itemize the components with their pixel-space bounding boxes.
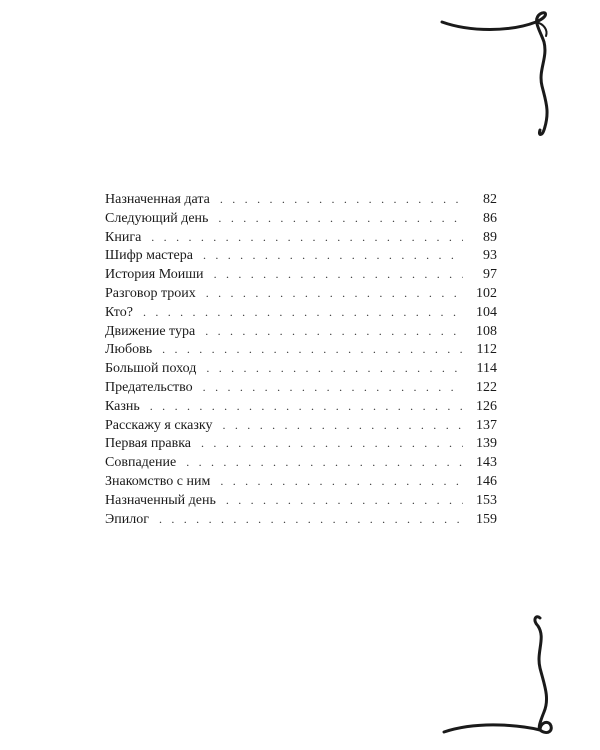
toc-entry-page-number: 126 [476, 398, 497, 414]
toc-entry-page-number: 102 [476, 285, 497, 301]
toc-dot-leader [143, 303, 463, 322]
toc-entry-page-number: 146 [476, 473, 497, 489]
toc-entry [105, 453, 497, 472]
toc-entry-page-number: 97 [483, 267, 497, 283]
bottom-flourish-ornament [440, 612, 560, 742]
toc-entry-page-number: 143 [476, 455, 497, 471]
toc-entry [105, 284, 497, 303]
toc-entry-title: Казнь [105, 398, 140, 414]
toc-entry [105, 303, 497, 322]
toc-entry-page-number: 86 [483, 210, 497, 226]
toc-entry-page-number: 93 [483, 248, 497, 264]
toc-entry [105, 510, 497, 529]
toc-dot-leader [220, 190, 463, 209]
toc-entry-title: Назначенная дата [105, 192, 210, 207]
toc-dot-leader [206, 284, 463, 303]
toc-entry [105, 378, 497, 397]
toc-entry-title: Разговор троих [105, 285, 196, 301]
toc-entry-title: Книга [105, 229, 142, 245]
toc-entry [105, 228, 497, 247]
toc-entry [105, 472, 497, 491]
toc-entry-title: Эпилог [105, 511, 149, 527]
top-flourish-ornament [440, 8, 560, 138]
toc-entry-title: Назначенный день [105, 492, 216, 508]
toc-entry-page-number: 122 [476, 379, 497, 395]
toc-dot-leader [203, 246, 463, 265]
toc-dot-leader [205, 322, 463, 341]
toc-dot-leader [218, 209, 463, 228]
toc-entry-page-number: 104 [476, 304, 497, 320]
toc-entry-page-number: 89 [483, 229, 497, 245]
toc-entry-title: История Моиши [105, 267, 204, 283]
toc-entry-page-number: 114 [476, 361, 497, 377]
toc-entry [105, 209, 497, 228]
toc-entry-title: Совпадение [105, 455, 177, 471]
toc-entry [105, 359, 497, 378]
toc-entry [105, 322, 497, 341]
toc-entry-page-number: 82 [483, 192, 497, 207]
toc-entry-title: Большой поход [105, 361, 197, 377]
toc-dot-leader [220, 472, 463, 491]
toc-dot-leader [206, 359, 463, 378]
toc-entry [105, 491, 497, 510]
toc-entry [105, 246, 497, 265]
toc-entry-title: Движение тура [105, 323, 196, 339]
toc-entry-title: Кто? [105, 304, 133, 320]
toc-entry-title: Следующий день [105, 210, 209, 226]
toc-entry-title: Первая правка [105, 436, 192, 452]
toc-entry [105, 397, 497, 416]
toc-entry-page-number: 112 [476, 342, 497, 358]
toc-entry-page-number: 137 [476, 417, 497, 433]
toc-entry-title: Знакомство с ним [105, 473, 211, 489]
toc-dot-leader [223, 416, 464, 435]
toc-dot-leader [214, 265, 463, 284]
toc-entry-title: Любовь [105, 342, 153, 358]
toc-entry-page-number: 139 [476, 436, 497, 452]
toc-entry-title: Предательство [105, 379, 193, 395]
toc-dot-leader [150, 397, 463, 416]
toc-entry [105, 340, 497, 359]
toc-dot-leader [203, 378, 463, 397]
toc-entry-page-number: 108 [476, 323, 497, 339]
toc-dot-leader [201, 434, 463, 453]
table-of-contents [105, 190, 497, 528]
toc-entry-title: Шифр мастера [105, 248, 193, 264]
toc-entry-page-number: 153 [476, 492, 497, 508]
toc-dot-leader [162, 340, 463, 359]
toc-entry [105, 434, 497, 453]
toc-dot-leader [151, 228, 463, 247]
toc-entry-page-number: 159 [476, 511, 497, 527]
toc-dot-leader [186, 453, 463, 472]
toc-dot-leader [159, 510, 463, 529]
toc-entry [105, 416, 497, 435]
toc-entry [105, 265, 497, 284]
toc-entry-title: Расскажу я сказку [105, 417, 213, 433]
toc-entry [105, 190, 497, 209]
toc-dot-leader [226, 491, 463, 510]
